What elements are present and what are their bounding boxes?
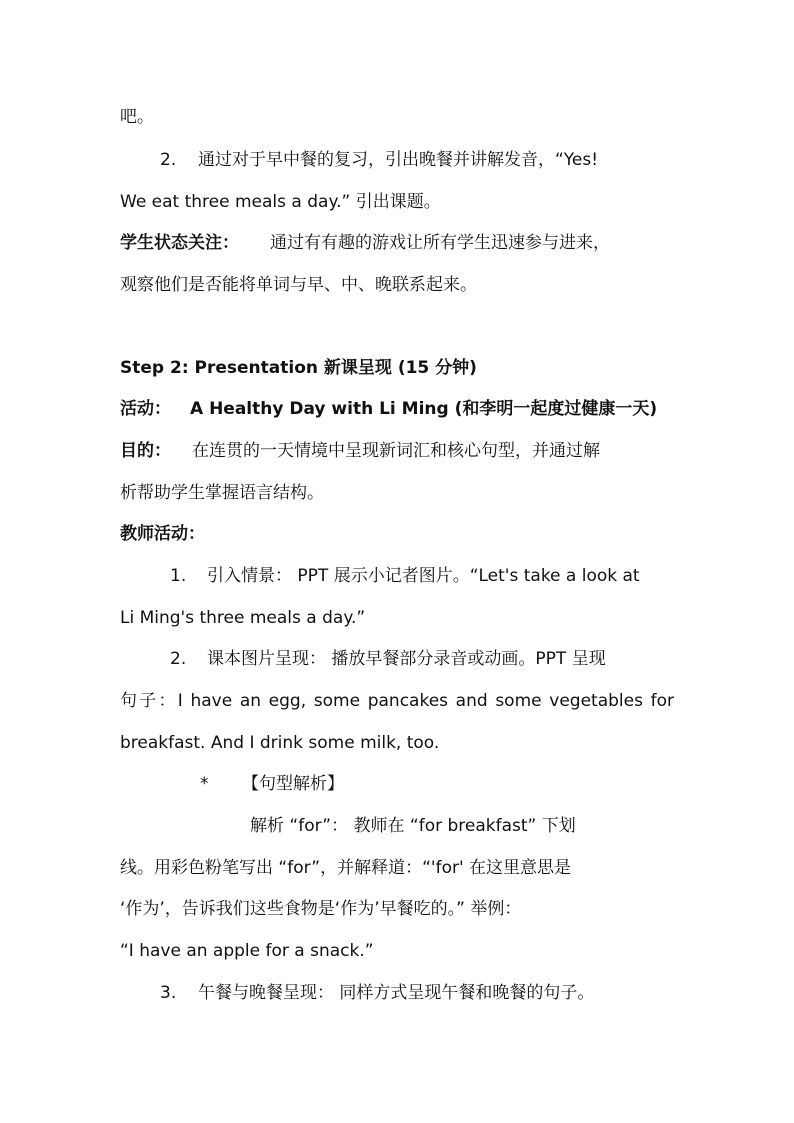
text-line: 午餐与晚餐呈现： 同样方式呈现午餐和晚餐的句子。: [198, 983, 595, 1003]
section-label: 教师活动：: [120, 524, 205, 544]
list-number: 2.: [170, 649, 187, 669]
text-line: 句子：I have an egg, some pancakes and some vegetables for: [120, 691, 674, 711]
activity-title: A Healthy Day with Li Ming (和李明一起度过健康一天): [190, 399, 658, 419]
text-line: 析帮助学生掌握语言结构。: [120, 483, 324, 503]
text-line: 吧。: [120, 107, 154, 127]
text-line: We eat three meals a day.” 引出课题。: [120, 192, 441, 212]
text-line: 在连贯的一天情境中呈现新词汇和核心句型，并通过解: [192, 441, 600, 461]
pattern-title: 【句型解析】: [242, 774, 344, 794]
text-line: 引入情景： PPT 展示小记者图片。“Let's take a look at: [207, 566, 640, 586]
text-line: Li Ming's three meals a day.”: [120, 608, 366, 628]
text-line: 通过有有趣的游戏让所有学生迅速参与进来，: [270, 233, 610, 253]
text-line: 观察他们是否能将单词与早、中、晚联系起来。: [120, 275, 477, 295]
section-label: 目的：: [120, 441, 171, 461]
section-label: 活动：: [120, 399, 171, 419]
step-heading: Step 2: Presentation 新课呈现 (15 分钟): [120, 358, 477, 378]
text-line: ‘作为’，告诉我们这些食物是‘作为’早餐吃的。” 举例：: [120, 899, 522, 919]
list-number: 2.: [160, 150, 177, 170]
text-line: breakfast. And I drink some milk, too.: [120, 733, 440, 753]
list-number: 1.: [170, 566, 187, 586]
text-line: 线。用彩色粉笔写出 “for”，并解释道：“'for' 在这里意思是: [120, 858, 572, 878]
list-number: 3.: [160, 983, 177, 1003]
text-line: 课本图片呈现： 播放早餐部分录音或动画。PPT 呈现: [207, 649, 606, 669]
bullet-star: *: [200, 774, 209, 794]
text-line: “I have an apple for a snack.”: [120, 941, 374, 961]
section-label: 学生状态关注：: [120, 233, 239, 253]
text-line: 通过对于早中餐的复习，引出晚餐并讲解发音，“Yes!: [198, 150, 599, 170]
text-line: 解析 “for”： 教师在 “for breakfast” 下划: [250, 816, 576, 836]
